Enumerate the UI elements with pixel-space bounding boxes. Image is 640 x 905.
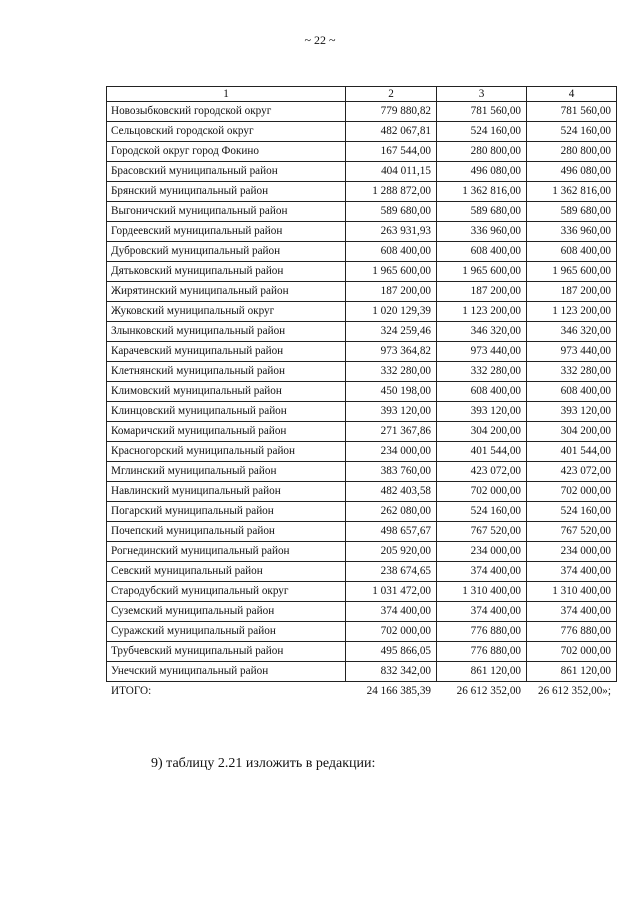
- amount-cell: 234 000,00: [527, 542, 617, 562]
- table-row: [107, 322, 617, 342]
- municipality-name-cell: Клетнянский муниципальный район: [107, 362, 346, 382]
- amount-cell: 324 259,46: [346, 322, 437, 342]
- amount-cell: 1 123 200,00: [437, 302, 527, 322]
- amount-cell: 832 342,00: [346, 662, 437, 682]
- municipality-name-cell: Красногорский муниципальный район: [107, 442, 346, 462]
- table-row: [107, 402, 617, 422]
- amount-cell: 187 200,00: [346, 282, 437, 302]
- municipality-name-cell: Городской округ город Фокино: [107, 142, 346, 162]
- page-number: ~ 22 ~: [304, 33, 336, 47]
- municipality-name-cell: Почепский муниципальный район: [107, 522, 346, 542]
- amount-cell: 702 000,00: [527, 482, 617, 502]
- municipality-name-cell: Комаричский муниципальный район: [107, 422, 346, 442]
- table-row: [107, 482, 617, 502]
- table-row: [107, 542, 617, 562]
- amount-cell: 374 400,00: [437, 602, 527, 622]
- table-row: [107, 462, 617, 482]
- table-row: [107, 102, 617, 122]
- table-row: [107, 302, 617, 322]
- amount-cell: 304 200,00: [527, 422, 617, 442]
- amount-cell: 234 000,00: [437, 542, 527, 562]
- amount-cell: 423 072,00: [437, 462, 527, 482]
- amount-cell: 393 120,00: [437, 402, 527, 422]
- municipality-name-cell: Климовский муниципальный район: [107, 382, 346, 402]
- amount-cell: 271 367,86: [346, 422, 437, 442]
- amount-cell: 374 400,00: [527, 562, 617, 582]
- table-row: [107, 142, 617, 162]
- municipality-name-cell: Дятьковский муниципальный район: [107, 262, 346, 282]
- column-header: 2: [346, 87, 437, 102]
- amount-cell: 702 000,00: [346, 622, 437, 642]
- amount-cell: 304 200,00: [437, 422, 527, 442]
- amount-cell: 1 965 600,00: [527, 262, 617, 282]
- amount-cell: 401 544,00: [437, 442, 527, 462]
- amount-cell: 973 440,00: [527, 342, 617, 362]
- municipality-name-cell: Сельцовский городской округ: [107, 122, 346, 142]
- amount-cell: 332 280,00: [527, 362, 617, 382]
- amount-cell: 589 680,00: [346, 202, 437, 222]
- municipality-name-cell: Погарский муниципальный район: [107, 502, 346, 522]
- municipality-name-cell: Суражский муниципальный район: [107, 622, 346, 642]
- municipality-name-cell: Брянский муниципальный район: [107, 182, 346, 202]
- amount-cell: 482 067,81: [346, 122, 437, 142]
- amount-cell: 524 160,00: [527, 122, 617, 142]
- amount-cell: 608 400,00: [346, 242, 437, 262]
- table-row: [107, 342, 617, 362]
- data-table: [106, 86, 617, 702]
- amount-cell: 776 880,00: [437, 622, 527, 642]
- table-header-row: [107, 87, 617, 102]
- amount-cell: 383 760,00: [346, 462, 437, 482]
- municipality-name-cell: Рогнединский муниципальный район: [107, 542, 346, 562]
- amount-cell: 393 120,00: [346, 402, 437, 422]
- amount-cell: 1 310 400,00: [527, 582, 617, 602]
- amount-cell: 608 400,00: [437, 382, 527, 402]
- municipality-name-cell: Клинцовский муниципальный район: [107, 402, 346, 422]
- column-header: 1: [107, 87, 346, 102]
- amount-cell: 973 440,00: [437, 342, 527, 362]
- amount-cell: 973 364,82: [346, 342, 437, 362]
- amount-cell: 374 400,00: [437, 562, 527, 582]
- total-label: ИТОГО:: [107, 682, 346, 702]
- amount-cell: 401 544,00: [527, 442, 617, 462]
- table-row: [107, 642, 617, 662]
- table-row: [107, 182, 617, 202]
- amount-cell: 280 800,00: [527, 142, 617, 162]
- amount-cell: 861 120,00: [527, 662, 617, 682]
- table-row: [107, 582, 617, 602]
- amount-cell: 776 880,00: [527, 622, 617, 642]
- amount-cell: 336 960,00: [527, 222, 617, 242]
- amount-cell: 346 320,00: [527, 322, 617, 342]
- table-row: [107, 202, 617, 222]
- table-row: [107, 262, 617, 282]
- amount-cell: 702 000,00: [437, 482, 527, 502]
- table-row: [107, 222, 617, 242]
- amount-cell: 779 880,82: [346, 102, 437, 122]
- amount-cell: 450 198,00: [346, 382, 437, 402]
- municipality-name-cell: Злынковский муниципальный район: [107, 322, 346, 342]
- amount-cell: 589 680,00: [527, 202, 617, 222]
- amount-cell: 589 680,00: [437, 202, 527, 222]
- amount-cell: 524 160,00: [437, 502, 527, 522]
- amount-cell: 336 960,00: [437, 222, 527, 242]
- table-row: [107, 522, 617, 542]
- column-header: 3: [437, 87, 527, 102]
- municipality-name-cell: Унечский муниципальный район: [107, 662, 346, 682]
- amount-cell: 776 880,00: [437, 642, 527, 662]
- total-value: 26 612 352,00»;: [527, 682, 617, 702]
- municipality-name-cell: Жирятинский муниципальный район: [107, 282, 346, 302]
- amount-cell: 524 160,00: [527, 502, 617, 522]
- municipality-name-cell: Выгоничский муниципальный район: [107, 202, 346, 222]
- table-row: [107, 282, 617, 302]
- table-body: [107, 102, 617, 682]
- table-row: [107, 382, 617, 402]
- amount-cell: 861 120,00: [437, 662, 527, 682]
- amount-cell: 167 544,00: [346, 142, 437, 162]
- amount-cell: 524 160,00: [437, 122, 527, 142]
- amount-cell: 423 072,00: [527, 462, 617, 482]
- municipality-name-cell: Суземский муниципальный район: [107, 602, 346, 622]
- municipality-name-cell: Дубровский муниципальный район: [107, 242, 346, 262]
- amount-cell: 702 000,00: [527, 642, 617, 662]
- paragraph-text: 9) таблицу 2.21 изложить в редакции:: [151, 756, 376, 771]
- amount-cell: 374 400,00: [346, 602, 437, 622]
- amount-cell: 608 400,00: [437, 242, 527, 262]
- column-header: 4: [527, 87, 617, 102]
- amount-cell: 187 200,00: [437, 282, 527, 302]
- amount-cell: 262 080,00: [346, 502, 437, 522]
- amount-cell: 346 320,00: [437, 322, 527, 342]
- amount-cell: 781 560,00: [437, 102, 527, 122]
- table-row: [107, 502, 617, 522]
- amount-cell: 234 000,00: [346, 442, 437, 462]
- amount-cell: 495 866,05: [346, 642, 437, 662]
- amount-cell: 1 310 400,00: [437, 582, 527, 602]
- amount-cell: 1 288 872,00: [346, 182, 437, 202]
- amount-cell: 1 965 600,00: [346, 262, 437, 282]
- table-row: [107, 602, 617, 622]
- total-row: [107, 682, 617, 702]
- table-row: [107, 442, 617, 462]
- table-row: [107, 122, 617, 142]
- amount-cell: 205 920,00: [346, 542, 437, 562]
- municipality-name-cell: Новозыбковский городской округ: [107, 102, 346, 122]
- total-value: 26 612 352,00: [437, 682, 527, 702]
- table-row: [107, 162, 617, 182]
- amount-cell: 498 657,67: [346, 522, 437, 542]
- municipality-name-cell: Мглинский муниципальный район: [107, 462, 346, 482]
- amount-cell: 332 280,00: [437, 362, 527, 382]
- amount-cell: 1 031 472,00: [346, 582, 437, 602]
- amount-cell: 393 120,00: [527, 402, 617, 422]
- amount-cell: 1 362 816,00: [437, 182, 527, 202]
- amount-cell: 263 931,93: [346, 222, 437, 242]
- amount-cell: 1 020 129,39: [346, 302, 437, 322]
- amount-cell: 482 403,58: [346, 482, 437, 502]
- municipality-name-cell: Гордеевский муниципальный район: [107, 222, 346, 242]
- amount-cell: 608 400,00: [527, 242, 617, 262]
- amount-cell: 1 123 200,00: [527, 302, 617, 322]
- amount-cell: 781 560,00: [527, 102, 617, 122]
- total-value: 24 166 385,39: [346, 682, 437, 702]
- table-row: [107, 562, 617, 582]
- amount-cell: 1 965 600,00: [437, 262, 527, 282]
- table-row: [107, 242, 617, 262]
- amount-cell: 280 800,00: [437, 142, 527, 162]
- table-row: [107, 662, 617, 682]
- amount-cell: 767 520,00: [437, 522, 527, 542]
- table-row: [107, 622, 617, 642]
- table-row: [107, 362, 617, 382]
- municipality-name-cell: Севский муниципальный район: [107, 562, 346, 582]
- municipality-name-cell: Стародубский муниципальный округ: [107, 582, 346, 602]
- municipality-name-cell: Брасовский муниципальный район: [107, 162, 346, 182]
- municipality-name-cell: Карачевский муниципальный район: [107, 342, 346, 362]
- amount-cell: 238 674,65: [346, 562, 437, 582]
- amount-cell: 1 362 816,00: [527, 182, 617, 202]
- amount-cell: 496 080,00: [437, 162, 527, 182]
- municipality-name-cell: Трубчевский муниципальный район: [107, 642, 346, 662]
- table-row: [107, 422, 617, 442]
- municipality-name-cell: Жуковский муниципальный округ: [107, 302, 346, 322]
- amount-cell: 608 400,00: [527, 382, 617, 402]
- municipality-name-cell: Навлинский муниципальный район: [107, 482, 346, 502]
- amount-cell: 374 400,00: [527, 602, 617, 622]
- amount-cell: 767 520,00: [527, 522, 617, 542]
- amount-cell: 187 200,00: [527, 282, 617, 302]
- amount-cell: 332 280,00: [346, 362, 437, 382]
- amount-cell: 404 011,15: [346, 162, 437, 182]
- amount-cell: 496 080,00: [527, 162, 617, 182]
